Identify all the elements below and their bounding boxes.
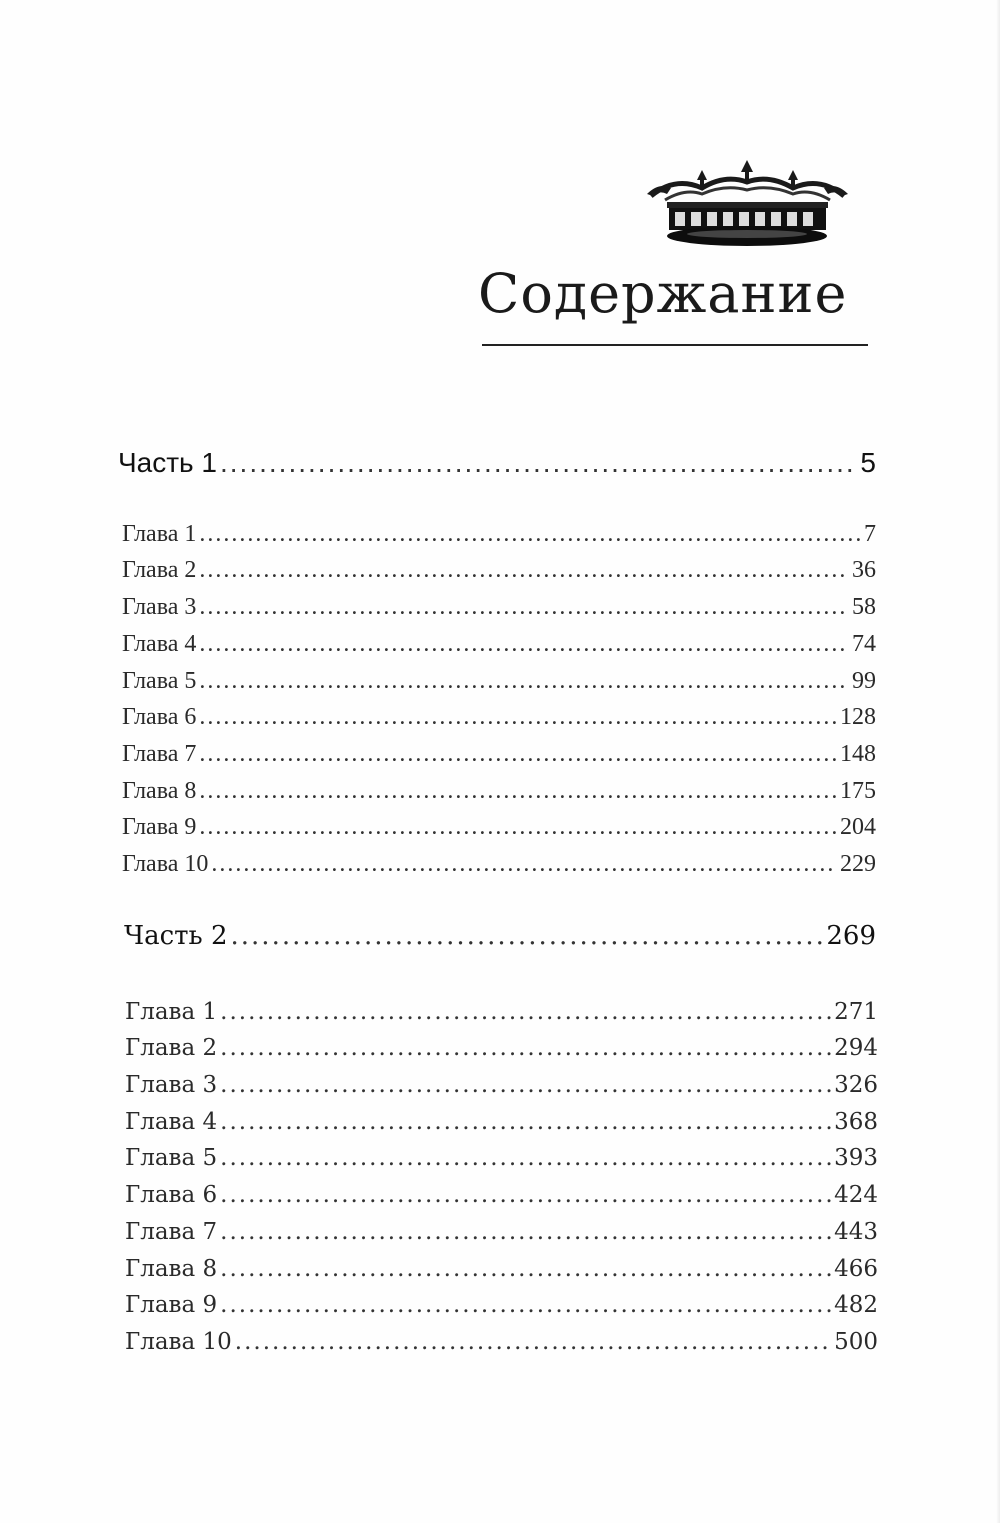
toc-chapter-label: Глава 1: [122, 521, 197, 547]
toc-leader-dots: [220, 1182, 831, 1208]
toc-chapter[interactable]: [122, 814, 876, 841]
toc-part-label: Часть 2: [124, 921, 228, 951]
toc-page-number: 74: [852, 631, 876, 657]
toc-leader-dots: [199, 521, 861, 548]
toc-chapter-label: Глава 5: [125, 1145, 218, 1171]
toc-page-number: 128: [840, 704, 876, 730]
toc-leader-dots: [220, 447, 857, 479]
toc-chapter-label: Глава 2: [125, 1035, 218, 1061]
toc-chapter[interactable]: [122, 704, 876, 731]
toc-chapter-label: Глава 3: [125, 1072, 218, 1098]
toc-leader-dots: [220, 1145, 831, 1171]
toc-leader-dots: [199, 631, 849, 658]
toc-page-number: 204: [840, 814, 876, 840]
toc-chapter[interactable]: [125, 1109, 878, 1135]
toc-page-number: 175: [840, 778, 876, 804]
toc-page-number: 148: [840, 741, 876, 767]
toc-chapter-label: Глава 9: [122, 814, 197, 840]
toc-page-number: 424: [834, 1182, 878, 1208]
toc-leader-dots: [220, 1035, 831, 1061]
toc-part-label: Часть 1: [118, 447, 217, 478]
toc-chapter-label: Глава 7: [125, 1219, 218, 1245]
toc-chapter-label: Глава 9: [125, 1292, 218, 1318]
toc-chapter[interactable]: [125, 1182, 878, 1208]
toc-leader-dots: [199, 814, 837, 841]
toc-page-number: 500: [834, 1329, 878, 1355]
toc-page-number: 271: [834, 999, 878, 1025]
toc-chapter[interactable]: [122, 521, 876, 548]
toc-chapter-label: Глава 4: [125, 1109, 218, 1135]
toc-leader-dots: [199, 594, 849, 621]
toc-chapter-label: Глава 3: [122, 594, 197, 620]
toc-chapter-label: Глава 1: [125, 999, 218, 1025]
toc-chapter[interactable]: [122, 557, 876, 584]
page-title: Содержание: [478, 262, 848, 325]
toc-page-number: 294: [834, 1035, 878, 1061]
toc-leader-dots: [199, 668, 849, 695]
toc-leader-dots: [220, 999, 831, 1025]
toc-page-number: 368: [834, 1109, 878, 1135]
toc-page-number: 7: [864, 521, 876, 547]
crown-icon: [645, 158, 850, 258]
toc-leader-dots: [211, 851, 837, 878]
toc-part-1[interactable]: [118, 447, 876, 479]
toc-leader-dots: [199, 704, 837, 731]
toc-page-number: 5: [860, 447, 876, 478]
toc-chapter-label: Глава 8: [125, 1256, 218, 1282]
toc-page-number: 269: [826, 921, 876, 951]
toc-chapter-label: Глава 5: [122, 668, 197, 694]
page-edge: [996, 0, 1000, 1523]
toc-chapter[interactable]: [122, 668, 876, 695]
toc-chapter[interactable]: [125, 1329, 878, 1355]
toc-page-number: 36: [852, 557, 876, 583]
toc-chapter[interactable]: [125, 1219, 878, 1245]
toc-page-number: 443: [834, 1219, 878, 1245]
toc-chapter-label: Глава 4: [122, 631, 197, 657]
toc-leader-dots: [220, 1072, 831, 1098]
toc-leader-dots: [199, 557, 849, 584]
toc-chapter[interactable]: [122, 778, 876, 805]
toc-part-2[interactable]: [124, 921, 876, 951]
toc-page-number: 58: [852, 594, 876, 620]
toc-chapter-label: Глава 10: [122, 851, 209, 877]
toc-page-number: 482: [834, 1292, 878, 1318]
title-divider: [482, 344, 868, 346]
toc-leader-dots: [220, 1256, 831, 1282]
toc-chapter-label: Глава 6: [122, 704, 197, 730]
toc-chapter-label: Глава 7: [122, 741, 197, 767]
toc-page-number: 326: [834, 1072, 878, 1098]
toc-page-number: 393: [834, 1145, 878, 1171]
toc-chapter-label: Глава 6: [125, 1182, 218, 1208]
toc-leader-dots: [235, 1329, 831, 1355]
toc-chapter[interactable]: [125, 1292, 878, 1318]
toc-chapter-label: Глава 8: [122, 778, 197, 804]
toc-leader-dots: [199, 778, 837, 805]
toc-leader-dots: [231, 921, 824, 951]
toc-chapter[interactable]: [122, 594, 876, 621]
toc-leader-dots: [199, 741, 837, 768]
toc-leader-dots: [220, 1219, 831, 1245]
toc-leader-dots: [220, 1292, 831, 1318]
toc-chapter[interactable]: [122, 741, 876, 768]
toc-chapter[interactable]: [125, 1072, 878, 1098]
toc-chapter[interactable]: [125, 1256, 878, 1282]
toc-page-number: 99: [852, 668, 876, 694]
toc-chapter[interactable]: [125, 1035, 878, 1061]
toc-page-number: 229: [840, 851, 876, 877]
toc-leader-dots: [220, 1109, 831, 1135]
toc-chapter[interactable]: [122, 851, 876, 878]
toc-chapter[interactable]: [125, 1145, 878, 1171]
toc-chapter-label: Глава 2: [122, 557, 197, 583]
toc-chapter[interactable]: [125, 999, 878, 1025]
toc-chapter-label: Глава 10: [125, 1329, 232, 1355]
toc-page-number: 466: [834, 1256, 878, 1282]
toc-chapter[interactable]: [122, 631, 876, 658]
